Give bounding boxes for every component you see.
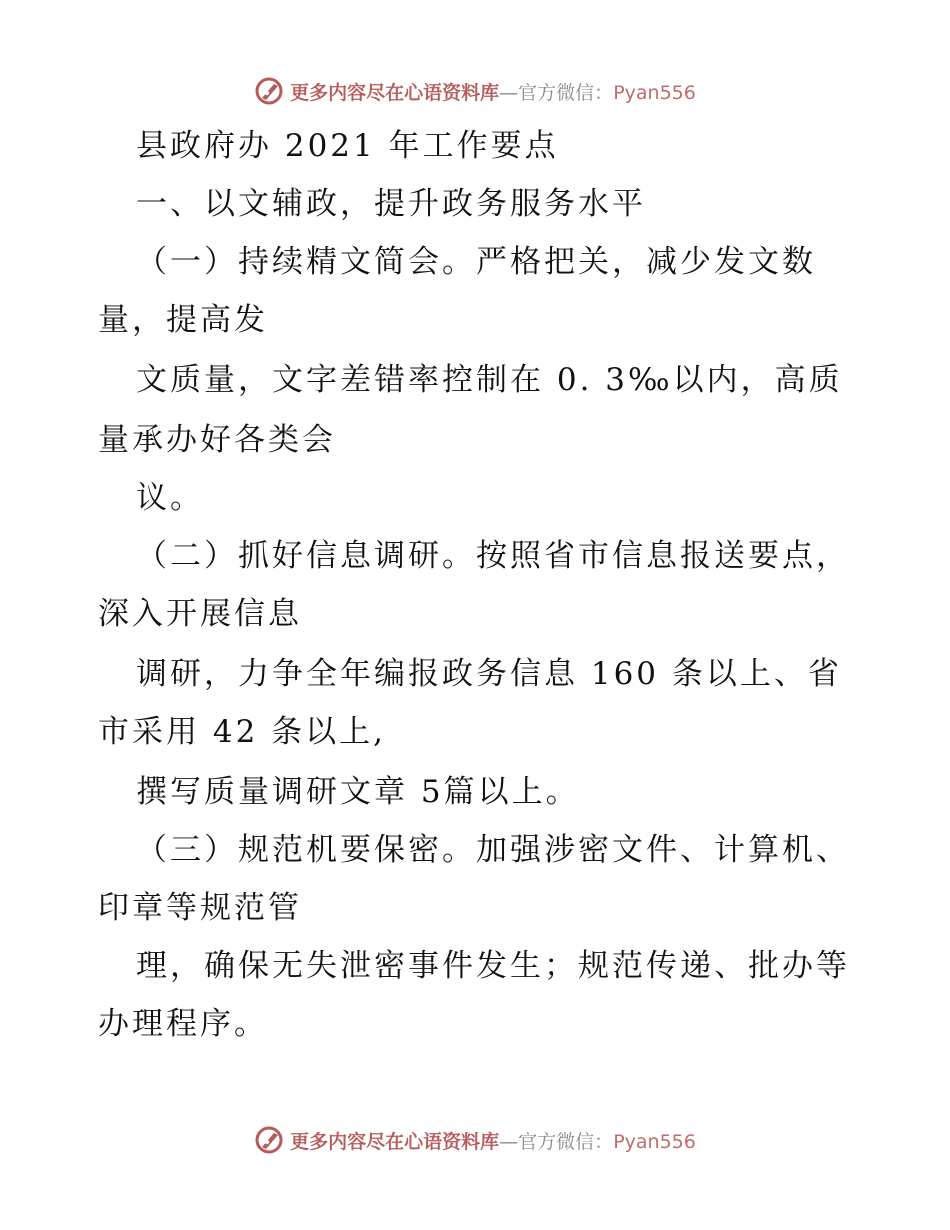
paragraph-line: （二）抓好信息调研。按照省市信息报送要点， bbox=[136, 538, 850, 574]
paragraph-line: 印章等规范管 bbox=[98, 890, 302, 926]
watermark-dash: — bbox=[499, 1130, 519, 1153]
paragraph-line: 市采用 42 条以上, bbox=[98, 714, 387, 750]
section-heading: 一、以文辅政，提升政务服务水平 bbox=[136, 186, 646, 222]
watermark-dash: — bbox=[499, 81, 519, 104]
paragraph-line: 撰写质量调研文章 5篇以上。 bbox=[136, 774, 580, 810]
header-watermark bbox=[0, 71, 950, 111]
pen-circle-icon bbox=[254, 1125, 284, 1155]
paragraph-line: 调研，力争全年编报政务信息 160 条以上、省 bbox=[136, 656, 842, 692]
paragraph-line: （一）持续精文简会。严格把关，减少发文数 bbox=[136, 244, 816, 280]
paragraph-line: （三）规范机要保密。加强涉密文件、计算机、 bbox=[136, 832, 850, 868]
watermark-text bbox=[290, 78, 696, 105]
watermark-wechat-label: 官方微信： bbox=[518, 81, 614, 104]
watermark-wechat-id: Pyan556 bbox=[613, 81, 696, 104]
paragraph-line: 量，提高发 bbox=[98, 302, 268, 338]
pen-circle-icon bbox=[254, 76, 284, 106]
paragraph-line: 深入开展信息 bbox=[98, 596, 302, 632]
watermark-wechat-id: Pyan556 bbox=[613, 1130, 696, 1153]
paragraph-line: 办理程序。 bbox=[98, 1006, 268, 1042]
paragraph-line: 量承办好各类会 bbox=[98, 422, 336, 458]
paragraph-line: 理，确保无失泄密事件发生；规范传递、批办等 bbox=[136, 948, 850, 984]
watermark-text bbox=[290, 1127, 696, 1154]
footer-watermark bbox=[0, 1120, 950, 1160]
paragraph-line: 议。 bbox=[136, 480, 204, 516]
watermark-wechat-label: 官方微信： bbox=[518, 1130, 614, 1153]
watermark-main: 更多内容尽在心语资料库 bbox=[290, 1130, 500, 1153]
document-title: 县政府办 2021 年工作要点 bbox=[136, 128, 559, 164]
paragraph-line: 文质量，文字差错率控制在 0. 3‰以内，高质 bbox=[136, 362, 843, 398]
watermark-main: 更多内容尽在心语资料库 bbox=[290, 81, 500, 104]
